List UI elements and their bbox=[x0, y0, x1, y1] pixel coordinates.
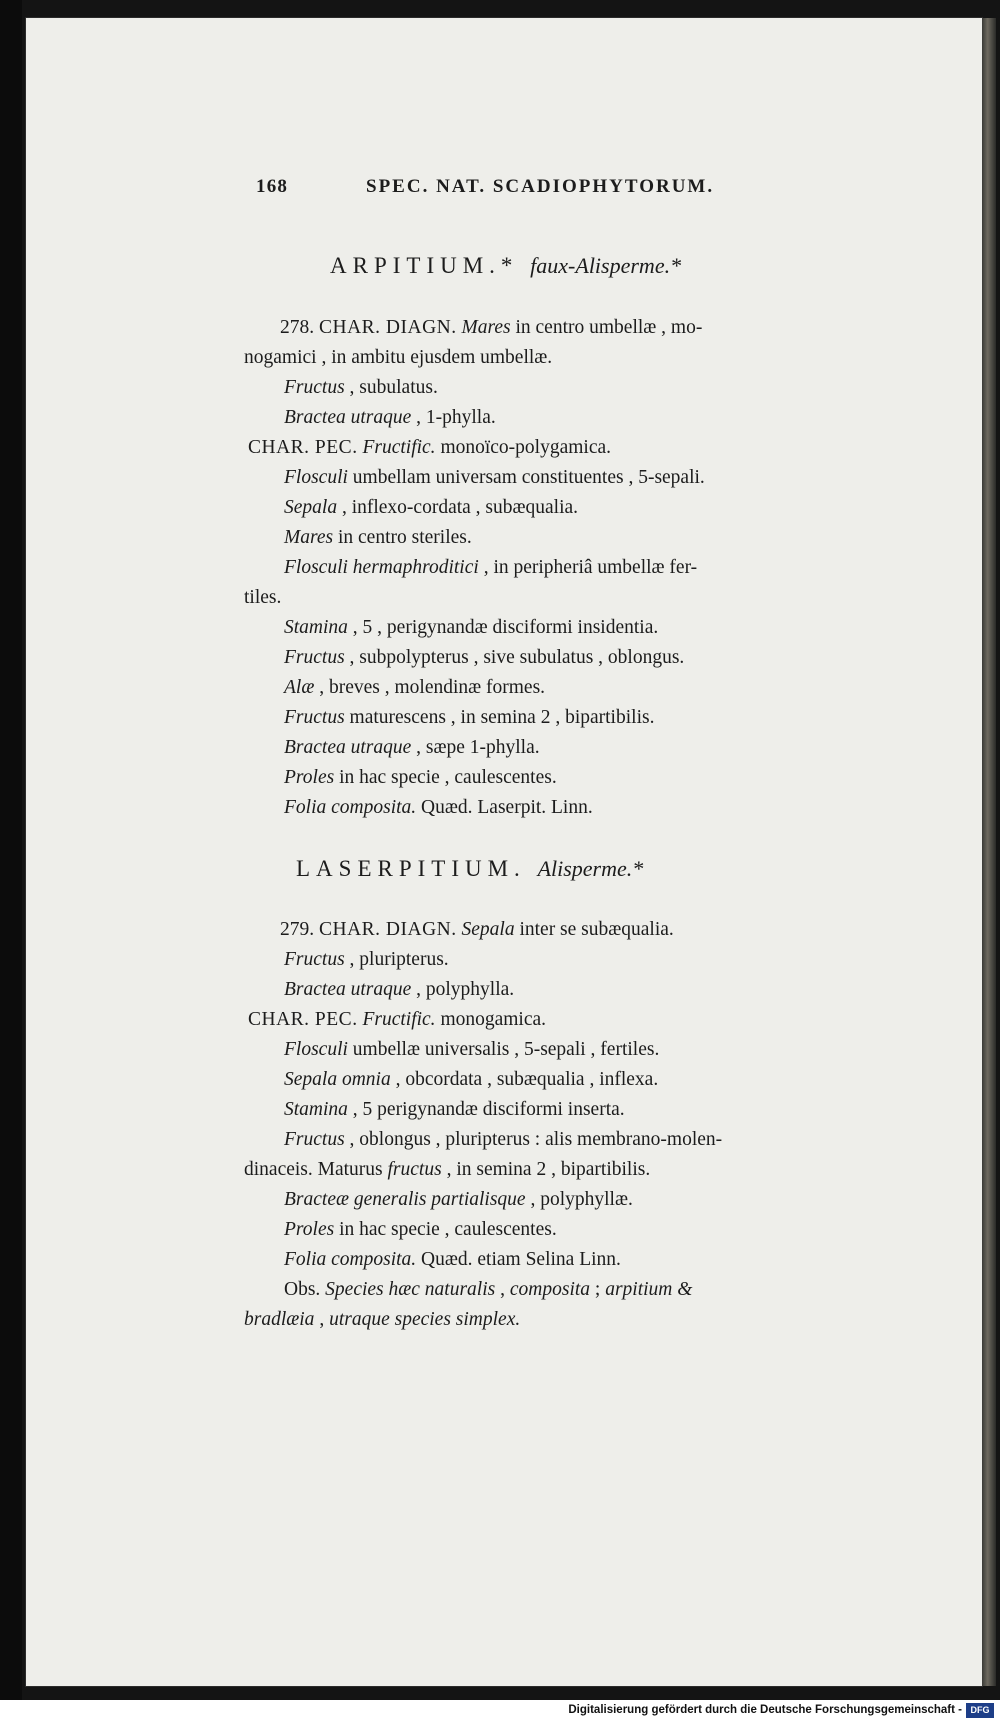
text-line: Proles in hac specie , caulescentes. bbox=[284, 1219, 557, 1240]
text-line: CHAR. PEC. Fructific. monoïco-polygamica. bbox=[248, 437, 612, 458]
text-line: CHAR. PEC. Fructific. monogamica. bbox=[248, 1009, 547, 1030]
text-line: Obs. Species hæc naturalis , composita ; arpitium & bbox=[284, 1279, 693, 1300]
text-line: Stamina , 5 perigynandæ disciformi inserta. bbox=[284, 1099, 625, 1120]
text-line: Folia composita. Quæd. etiam Selina Linn. bbox=[284, 1249, 621, 1270]
text-line: 278. CHAR. DIAGN. Mares in centro umbellæ , mo- bbox=[280, 317, 703, 338]
text-line: Alæ , breves , molendinæ formes. bbox=[284, 677, 546, 698]
text-line: Flosculi hermaphroditici , in peripheriâ umbellæ fer- bbox=[284, 557, 698, 578]
text-line: tiles. bbox=[244, 587, 282, 608]
text-line: Bractea utraque , sæpe 1-phylla. bbox=[284, 737, 540, 758]
book-page bbox=[26, 18, 982, 1686]
genus-title-arpitium bbox=[330, 253, 681, 279]
genus-title-laserpitium bbox=[296, 856, 643, 882]
text-line: Fructus maturescens , in semina 2 , bipartibilis. bbox=[284, 707, 655, 728]
page-edge bbox=[982, 18, 996, 1686]
footer-bar bbox=[0, 1700, 1000, 1723]
text-line: Stamina , 5 , perigynandæ disciformi insidentia. bbox=[284, 617, 659, 638]
genus-name: LASERPITIUM. bbox=[296, 856, 526, 881]
text-line: Bractea utraque , 1-phylla. bbox=[284, 407, 496, 428]
french-name: Alisperme.* bbox=[537, 856, 644, 881]
text-line: Fructus , oblongus , pluripterus : alis membrano-molen- bbox=[284, 1129, 723, 1150]
text-line: dinaceis. Maturus fructus , in semina 2 , bipartibilis. bbox=[244, 1159, 651, 1180]
genus-name: ARPITIUM.* bbox=[330, 253, 519, 278]
page-number: 168 bbox=[256, 176, 289, 197]
funding-note: Digitalisierung gefördert durch die Deutsche Forschungsgemeinschaft - bbox=[568, 1704, 962, 1716]
text-line: Sepala , inflexo-cordata , subæqualia. bbox=[284, 497, 579, 518]
page-text bbox=[26, 18, 982, 1686]
running-title: SPEC. NAT. SCADIOPHYTORUM. bbox=[366, 176, 715, 197]
text-line: Folia composita. Quæd. Laserpit. Linn. bbox=[284, 797, 593, 818]
text-line: Flosculi umbellam universam constituentes , 5-sepali. bbox=[284, 467, 705, 488]
text-line: nogamici , in ambitu ejusdem umbellæ. bbox=[244, 347, 553, 368]
text-line: Mares in centro steriles. bbox=[284, 527, 472, 548]
text-line: 279. CHAR. DIAGN. Sepala inter se subæqualia. bbox=[280, 919, 674, 940]
text-line: Fructus , pluripterus. bbox=[284, 949, 449, 970]
text-line: Bracteæ generalis partialisque , polyphyllæ. bbox=[284, 1189, 633, 1210]
text-line: Proles in hac specie , caulescentes. bbox=[284, 767, 557, 788]
text-line: bradlæia , utraque species simplex. bbox=[244, 1309, 521, 1330]
text-line: Sepala omnia , obcordata , subæqualia , inflexa. bbox=[284, 1069, 659, 1090]
scan-background bbox=[0, 0, 22, 1723]
text-line: Fructus , subulatus. bbox=[284, 377, 438, 398]
text-line: Fructus , subpolypterus , sive subulatus , oblongus. bbox=[284, 647, 685, 668]
text-line: Flosculi umbellæ universalis , 5-sepali , fertiles. bbox=[284, 1039, 660, 1060]
text-line: Bractea utraque , polyphylla. bbox=[284, 979, 515, 1000]
french-name: faux-Alisperme.* bbox=[530, 253, 682, 278]
dfg-logo: DFG bbox=[966, 1703, 994, 1718]
